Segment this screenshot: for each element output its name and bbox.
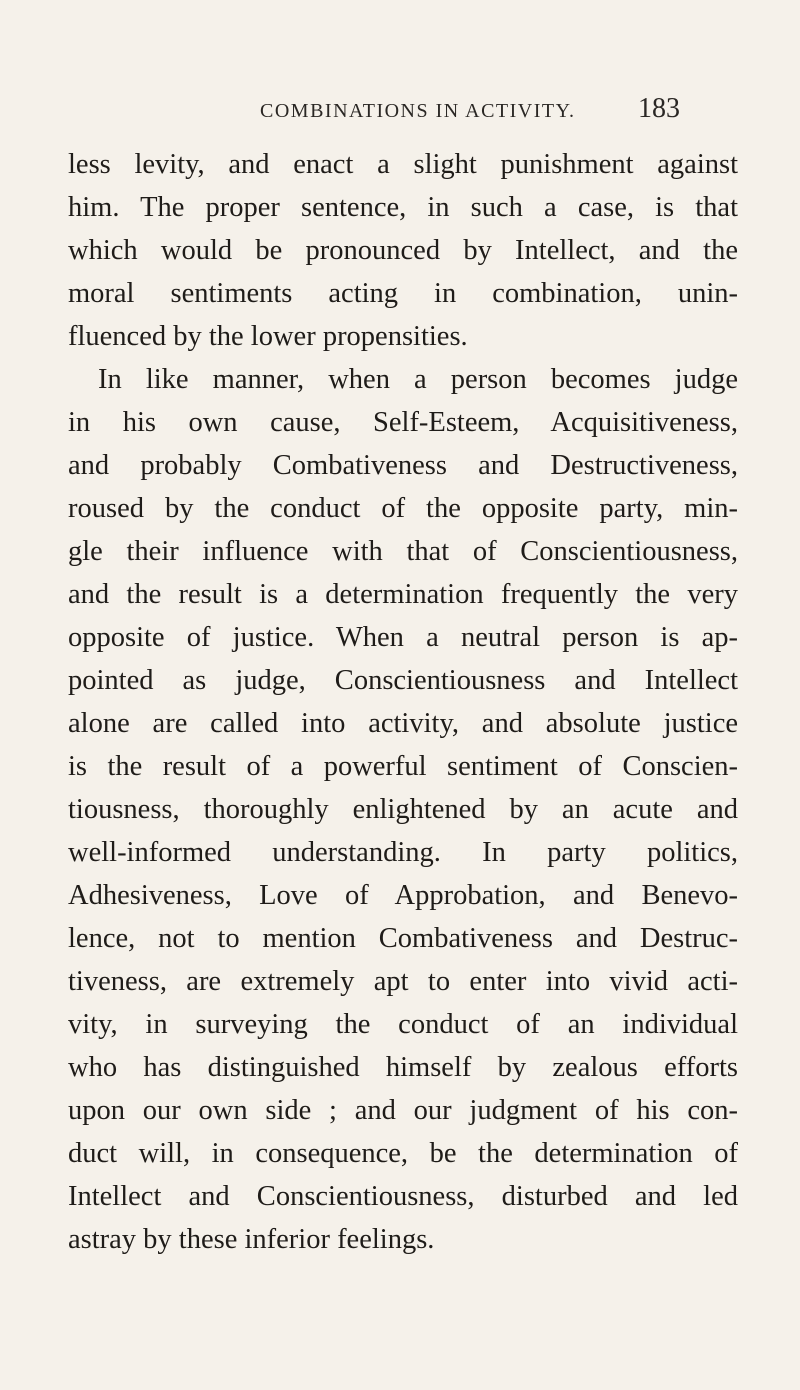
text-line: which would be pronounced by Intellect, and the	[68, 235, 738, 266]
text-line: him. The proper sentence, in such a case, is that	[68, 192, 738, 223]
text-line: less levity, and enact a slight punishment against	[68, 149, 738, 180]
text-line: gle their influence with that of Conscientiousness,	[68, 536, 738, 567]
text-line: is the result of a powerful sentiment of Conscien-	[68, 751, 738, 782]
text-line: lence, not to mention Combativeness and Destruc-	[68, 923, 738, 954]
text-line: alone are called into activity, and absolute justice	[68, 708, 738, 739]
text-line: moral sentiments acting in combination, unin-	[68, 278, 738, 309]
text-line: Intellect and Conscientiousness, disturbed and led	[68, 1181, 738, 1212]
running-title: COMBINATIONS IN ACTIVITY.	[260, 100, 576, 122]
page-number: 183	[638, 93, 680, 124]
text-line: In like manner, when a person becomes judge	[98, 364, 738, 395]
text-line: well-informed understanding. In party politics,	[68, 837, 738, 868]
body-text	[68, 143, 738, 1261]
text-line: astray by these inferior feelings.	[68, 1224, 435, 1255]
text-line: pointed as judge, Conscientiousness and Intellect	[68, 665, 738, 696]
text-line: who has distinguished himself by zealous efforts	[68, 1052, 738, 1083]
text-line: tiousness, thoroughly enlightened by an acute and	[68, 794, 738, 825]
text-line: in his own cause, Self-Esteem, Acquisitiveness,	[68, 407, 738, 438]
text-line: roused by the conduct of the opposite party, min-	[68, 493, 738, 524]
text-line: duct will, in consequence, be the determination of	[68, 1138, 738, 1169]
text-line: and probably Combativeness and Destructiveness,	[68, 450, 738, 481]
text-line: upon our own side ; and our judgment of his con-	[68, 1095, 738, 1126]
text-line: and the result is a determination frequently the very	[68, 579, 738, 610]
text-line: Adhesiveness, Love of Approbation, and Benevo-	[68, 880, 738, 911]
text-line: tiveness, are extremely apt to enter into vivid acti-	[68, 966, 738, 997]
text-line: opposite of justice. When a neutral person is ap-	[68, 622, 738, 653]
text-line: fluenced by the lower propensities.	[68, 321, 468, 352]
text-line: vity, in surveying the conduct of an individual	[68, 1009, 738, 1040]
